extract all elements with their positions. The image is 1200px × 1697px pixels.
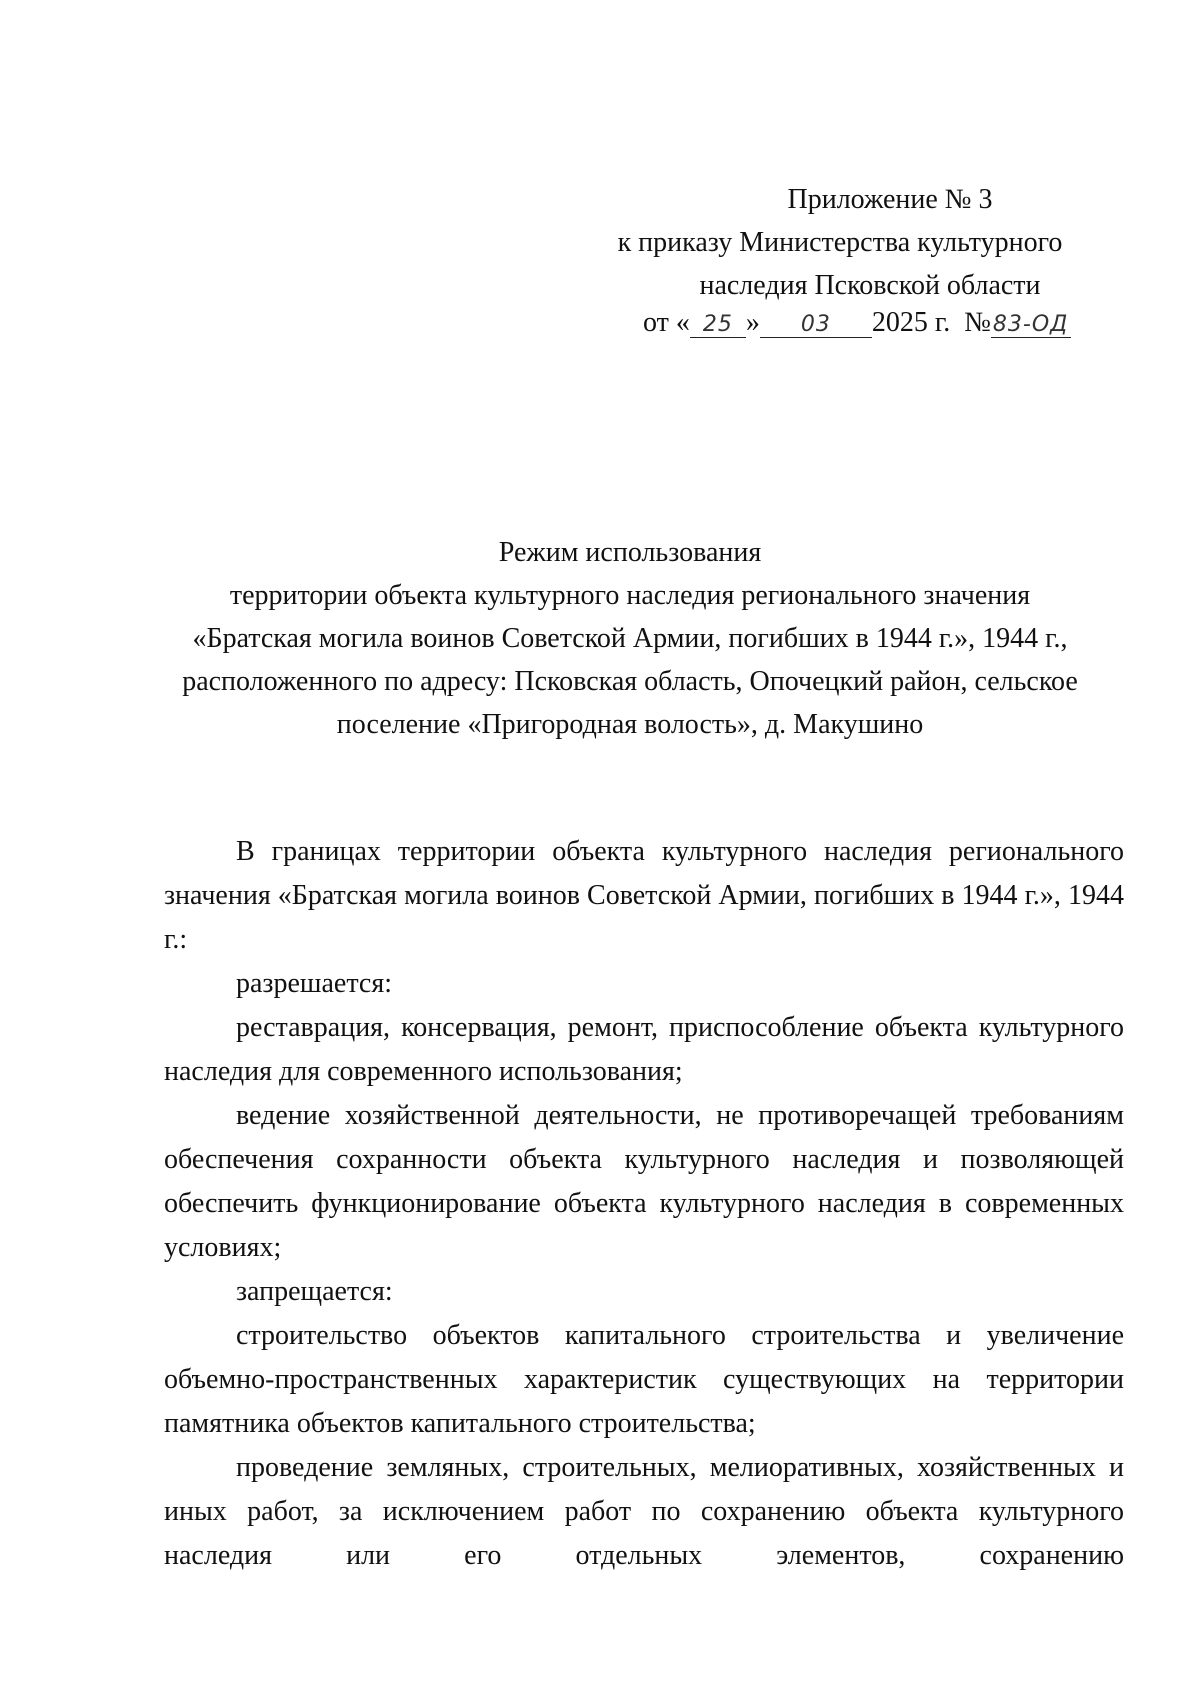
handwritten-month: 03 (760, 312, 872, 338)
allowed-item-2: ведение хозяйственной деятельности, не противоречащей требованиям обеспечения сохранности объекта культурного наследия и позволяющей обеспечить функционирование объекта культурного наследия в современных условиях; (164, 1100, 1124, 1263)
forbidden-item-1: строительство объектов капитального строительства и увеличение объемно-пространственных характеристик существующих на территории памятника объектов капитального строительства; (164, 1320, 1124, 1439)
document-title (130, 531, 1130, 746)
title-line-1: Режим использования (498, 537, 762, 568)
forbidden-item-2: проведение земляных, строительных, мелиоративных, хозяйственных и иных работ, за исключением работ по сохранению объекта культурного наследия или его отдельных элементов, сохранению (164, 1452, 1124, 1571)
allowed-heading: разрешается: (236, 968, 392, 999)
appendix-number: Приложение № 3 (787, 184, 993, 215)
title-line-5: поселение «Пригородная волость», д. Макушино (336, 709, 924, 740)
number-prefix: № (964, 307, 991, 338)
title-line-4: расположенного по адресу: Псковская область, Опочецкий район, сельское (182, 666, 1078, 697)
title-line-3: «Братская могила воинов Советской Армии, погибших в 1944 г.», 1944 г., (192, 623, 1068, 654)
date-year: 2025 г. (871, 307, 951, 338)
title-line-2: территории объекта культурного наследия регионального значения (229, 580, 1031, 611)
appendix-ministry: наследия Псковской области (699, 270, 1041, 301)
date-prefix: от « (643, 307, 690, 338)
appendix-header (560, 178, 1120, 307)
handwritten-order-number: 83-ОД (991, 312, 1071, 338)
handwritten-day: 25 (690, 312, 746, 338)
document-body (164, 830, 1124, 1578)
appendix-order-ref: к приказу Министерства культурного (617, 227, 1063, 258)
forbidden-heading: запрещается: (236, 1276, 393, 1307)
order-date-line (643, 307, 1071, 339)
allowed-item-1: реставрация, консервация, ремонт, приспособление объекта культурного наследия для современного использования; (164, 1012, 1124, 1087)
intro-paragraph: В границах территории объекта культурного наследия регионального значения «Братская могила воинов Советской Армии, погибших в 1944 г.», 1944 г.: (164, 836, 1124, 955)
date-mid: » (745, 307, 760, 338)
